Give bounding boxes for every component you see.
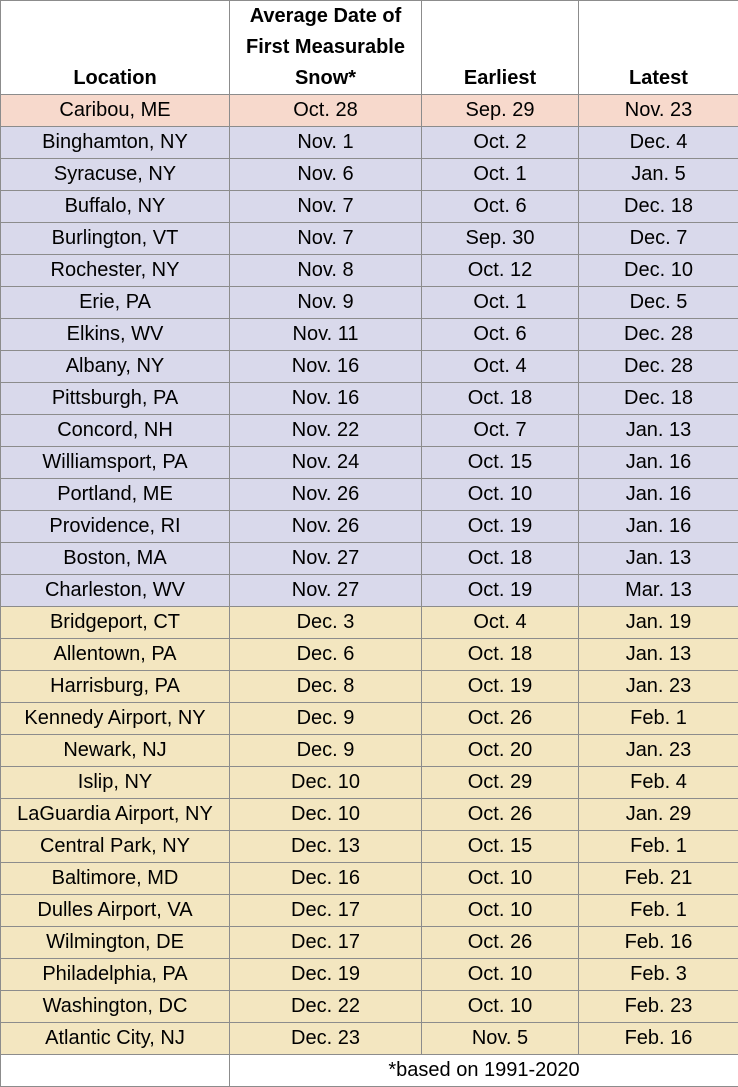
location-cell: Erie, PA (1, 287, 230, 319)
table-row (1, 863, 738, 895)
latest-date-cell: Dec. 28 (579, 351, 738, 383)
average-date-cell: Nov. 22 (230, 415, 422, 447)
table-row (1, 95, 738, 127)
table-row (1, 1023, 738, 1055)
earliest-date-cell: Oct. 19 (422, 511, 579, 543)
earliest-date-cell: Oct. 6 (422, 191, 579, 223)
average-date-cell: Dec. 10 (230, 767, 422, 799)
latest-date-cell: Dec. 10 (579, 255, 738, 287)
table-row (1, 767, 738, 799)
location-cell: Newark, NJ (1, 735, 230, 767)
header-row (1, 1, 738, 95)
table-row (1, 703, 738, 735)
footnote: *based on 1991-2020 (230, 1055, 738, 1087)
latest-date-cell: Nov. 23 (579, 95, 738, 127)
location-cell: Rochester, NY (1, 255, 230, 287)
location-cell: Buffalo, NY (1, 191, 230, 223)
latest-date-cell: Jan. 16 (579, 447, 738, 479)
table-row (1, 639, 738, 671)
table-row (1, 383, 738, 415)
location-cell: Syracuse, NY (1, 159, 230, 191)
earliest-date-cell: Oct. 18 (422, 383, 579, 415)
average-date-cell: Dec. 16 (230, 863, 422, 895)
earliest-date-cell: Nov. 5 (422, 1023, 579, 1055)
average-date-cell: Nov. 16 (230, 351, 422, 383)
table-row (1, 191, 738, 223)
latest-date-cell: Dec. 18 (579, 191, 738, 223)
header-average-date: Average Date of First Measurable Snow* (230, 1, 422, 95)
earliest-date-cell: Oct. 26 (422, 927, 579, 959)
average-date-cell: Nov. 27 (230, 575, 422, 607)
earliest-date-cell: Oct. 12 (422, 255, 579, 287)
location-cell: Portland, ME (1, 479, 230, 511)
average-date-cell: Dec. 9 (230, 735, 422, 767)
table-row (1, 447, 738, 479)
location-cell: LaGuardia Airport, NY (1, 799, 230, 831)
latest-date-cell: Dec. 18 (579, 383, 738, 415)
latest-date-cell: Jan. 19 (579, 607, 738, 639)
earliest-date-cell: Oct. 15 (422, 447, 579, 479)
location-cell: Central Park, NY (1, 831, 230, 863)
earliest-date-cell: Oct. 10 (422, 991, 579, 1023)
table-row (1, 319, 738, 351)
latest-date-cell: Feb. 23 (579, 991, 738, 1023)
location-cell: Elkins, WV (1, 319, 230, 351)
latest-date-cell: Feb. 16 (579, 927, 738, 959)
table-row (1, 927, 738, 959)
average-date-cell: Nov. 1 (230, 127, 422, 159)
location-cell: Wilmington, DE (1, 927, 230, 959)
average-date-cell: Nov. 26 (230, 511, 422, 543)
latest-date-cell: Dec. 7 (579, 223, 738, 255)
earliest-date-cell: Oct. 19 (422, 671, 579, 703)
earliest-date-cell: Oct. 18 (422, 543, 579, 575)
latest-date-cell: Mar. 13 (579, 575, 738, 607)
earliest-date-cell: Oct. 1 (422, 159, 579, 191)
latest-date-cell: Feb. 21 (579, 863, 738, 895)
table-row (1, 159, 738, 191)
table-row (1, 799, 738, 831)
average-date-cell: Dec. 17 (230, 927, 422, 959)
earliest-date-cell: Oct. 10 (422, 863, 579, 895)
earliest-date-cell: Oct. 26 (422, 703, 579, 735)
location-cell: Burlington, VT (1, 223, 230, 255)
location-cell: Binghamton, NY (1, 127, 230, 159)
average-date-cell: Dec. 3 (230, 607, 422, 639)
location-cell: Williamsport, PA (1, 447, 230, 479)
location-cell: Harrisburg, PA (1, 671, 230, 703)
earliest-date-cell: Oct. 2 (422, 127, 579, 159)
location-cell: Pittsburgh, PA (1, 383, 230, 415)
earliest-date-cell: Oct. 15 (422, 831, 579, 863)
latest-date-cell: Jan. 23 (579, 671, 738, 703)
location-cell: Philadelphia, PA (1, 959, 230, 991)
table-row (1, 735, 738, 767)
location-cell: Caribou, ME (1, 95, 230, 127)
latest-date-cell: Dec. 28 (579, 319, 738, 351)
table-row (1, 415, 738, 447)
header-location: Location (1, 1, 230, 95)
table-row (1, 831, 738, 863)
latest-date-cell: Dec. 5 (579, 287, 738, 319)
average-date-cell: Dec. 17 (230, 895, 422, 927)
location-cell: Providence, RI (1, 511, 230, 543)
location-cell: Charleston, WV (1, 575, 230, 607)
earliest-date-cell: Oct. 29 (422, 767, 579, 799)
earliest-date-cell: Oct. 20 (422, 735, 579, 767)
footnote-row (1, 1055, 738, 1087)
earliest-date-cell: Oct. 10 (422, 479, 579, 511)
table-row (1, 127, 738, 159)
location-cell: Bridgeport, CT (1, 607, 230, 639)
average-date-cell: Nov. 8 (230, 255, 422, 287)
earliest-date-cell: Oct. 26 (422, 799, 579, 831)
earliest-date-cell: Oct. 4 (422, 607, 579, 639)
average-date-cell: Oct. 28 (230, 95, 422, 127)
average-date-cell: Nov. 6 (230, 159, 422, 191)
latest-date-cell: Feb. 1 (579, 703, 738, 735)
location-cell: Concord, NH (1, 415, 230, 447)
latest-date-cell: Dec. 4 (579, 127, 738, 159)
average-date-cell: Nov. 9 (230, 287, 422, 319)
latest-date-cell: Feb. 3 (579, 959, 738, 991)
location-cell: Allentown, PA (1, 639, 230, 671)
table-row (1, 543, 738, 575)
average-date-cell: Dec. 10 (230, 799, 422, 831)
latest-date-cell: Jan. 13 (579, 415, 738, 447)
table-row (1, 479, 738, 511)
average-date-cell: Nov. 7 (230, 223, 422, 255)
earliest-date-cell: Oct. 4 (422, 351, 579, 383)
latest-date-cell: Feb. 16 (579, 1023, 738, 1055)
latest-date-cell: Jan. 16 (579, 479, 738, 511)
earliest-date-cell: Sep. 29 (422, 95, 579, 127)
table-row (1, 255, 738, 287)
latest-date-cell: Jan. 5 (579, 159, 738, 191)
table-row (1, 607, 738, 639)
earliest-date-cell: Oct. 18 (422, 639, 579, 671)
average-date-cell: Dec. 19 (230, 959, 422, 991)
table-row (1, 511, 738, 543)
latest-date-cell: Feb. 1 (579, 895, 738, 927)
average-date-cell: Nov. 16 (230, 383, 422, 415)
table-row (1, 287, 738, 319)
latest-date-cell: Jan. 29 (579, 799, 738, 831)
earliest-date-cell: Oct. 7 (422, 415, 579, 447)
location-cell: Baltimore, MD (1, 863, 230, 895)
average-date-cell: Nov. 7 (230, 191, 422, 223)
location-cell: Dulles Airport, VA (1, 895, 230, 927)
table-row (1, 671, 738, 703)
earliest-date-cell: Oct. 6 (422, 319, 579, 351)
average-date-cell: Dec. 22 (230, 991, 422, 1023)
latest-date-cell: Jan. 16 (579, 511, 738, 543)
average-date-cell: Nov. 24 (230, 447, 422, 479)
header-earliest: Earliest (422, 1, 579, 95)
location-cell: Islip, NY (1, 767, 230, 799)
latest-date-cell: Jan. 13 (579, 639, 738, 671)
location-cell: Boston, MA (1, 543, 230, 575)
location-cell: Kennedy Airport, NY (1, 703, 230, 735)
latest-date-cell: Jan. 23 (579, 735, 738, 767)
latest-date-cell: Jan. 13 (579, 543, 738, 575)
average-date-cell: Dec. 6 (230, 639, 422, 671)
header-latest: Latest (579, 1, 738, 95)
average-date-cell: Dec. 8 (230, 671, 422, 703)
location-cell: Atlantic City, NJ (1, 1023, 230, 1055)
earliest-date-cell: Oct. 10 (422, 895, 579, 927)
average-date-cell: Nov. 27 (230, 543, 422, 575)
footnote-empty-cell (1, 1055, 230, 1087)
table-body (1, 95, 738, 1055)
average-date-cell: Nov. 26 (230, 479, 422, 511)
average-date-cell: Dec. 23 (230, 1023, 422, 1055)
table-row (1, 575, 738, 607)
table-row (1, 223, 738, 255)
average-date-cell: Nov. 11 (230, 319, 422, 351)
earliest-date-cell: Oct. 10 (422, 959, 579, 991)
location-cell: Albany, NY (1, 351, 230, 383)
table-row (1, 895, 738, 927)
earliest-date-cell: Sep. 30 (422, 223, 579, 255)
table-row (1, 991, 738, 1023)
average-date-cell: Dec. 9 (230, 703, 422, 735)
latest-date-cell: Feb. 4 (579, 767, 738, 799)
location-cell: Washington, DC (1, 991, 230, 1023)
earliest-date-cell: Oct. 19 (422, 575, 579, 607)
earliest-date-cell: Oct. 1 (422, 287, 579, 319)
table-row (1, 959, 738, 991)
latest-date-cell: Feb. 1 (579, 831, 738, 863)
average-date-cell: Dec. 13 (230, 831, 422, 863)
table-row (1, 351, 738, 383)
